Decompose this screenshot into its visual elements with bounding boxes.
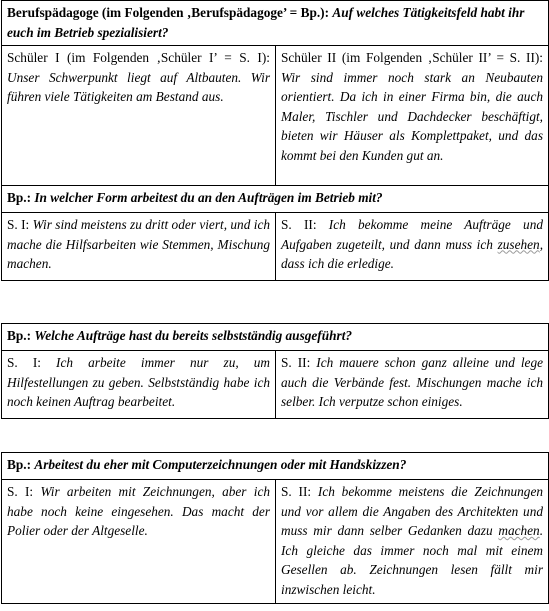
answer-text-part: . Ich gleiche das immer noch mal mit einem Gesellen ab. Zeichnungen lesen fällt mir inzwischen leicht. <box>281 523 544 597</box>
question-cell <box>2 324 549 351</box>
answer-prefix: S. II: <box>281 484 312 499</box>
question-cell <box>2 1 549 46</box>
answer-text: Ich arbeite immer nur zu, um Hilfestellungen zu geben. Selbstständig habe ich noch keinen Auftrag bearbeitet. <box>7 355 271 409</box>
spellcheck-word: zusehen <box>497 236 540 252</box>
interview-block-3 <box>1 323 549 419</box>
answer-text: Ich mauere schon ganz alleine und lege auch die Verbände fest. Mischungen mache ich selber. Ich verputze schon einiges. <box>281 355 544 409</box>
interview-block-1 <box>1 0 549 281</box>
answer-cell-s1 <box>2 46 276 186</box>
spellcheck-word: machen <box>498 523 540 538</box>
answer-text-part: Ich bekomme meine Aufträge und Aufgaben zugeteilt, und dann muss ich <box>281 217 543 252</box>
answer-text-part: Ich bekomme meistens die Zeichnungen und vor allem die Angaben des Architekten und muss mir dann selber Gedanken dazu <box>281 484 544 538</box>
answer-prefix: S. I: <box>7 484 34 499</box>
question-prefix: Bp.: <box>7 190 32 205</box>
question-prefix: Bp.: <box>7 457 32 472</box>
answer-text-part: , dass ich die erledige. <box>281 236 544 271</box>
question-text: In welcher Form arbeitest du an den Aufträgen im Betrieb mit? <box>34 190 383 205</box>
answer-prefix: S. I: <box>7 355 41 370</box>
answer-text <box>281 484 543 597</box>
question-text: Auf welches Tätigkeitsfeld habt ihr euch im Betrieb spezialisiert? <box>7 5 525 40</box>
question-cell <box>2 186 549 213</box>
answer-text: Wir sind meistens zu dritt oder viert, und ich mache die Hilfsarbeiten wie Stemmen, Mischung machen. <box>7 217 271 271</box>
answer-cell-s1 <box>2 213 276 281</box>
question-prefix: Berufspädagoge (im Folgenden ‚Berufspädagoge’ = Bp.): <box>7 5 330 20</box>
answer-cell-s1 <box>2 351 276 419</box>
answer-cell-s2 <box>276 480 549 604</box>
answer-cell-s2 <box>276 213 549 281</box>
answer-cell-s1 <box>2 480 276 604</box>
answer-prefix: Schüler II (im Folgenden ‚Schüler II’ = S. II): <box>281 50 544 65</box>
answer-text: Unser Schwerpunkt liegt auf Altbauten. Wir führen viele Tätigkeiten am Bestand aus. <box>7 69 270 104</box>
answer-text <box>281 217 543 271</box>
answer-cell-s2 <box>276 351 549 419</box>
answer-text: Wir sind immer noch stark an Neubauten orientiert. Da ich in einer Firma bin, die auch Maler, Tischler und Dachdecker beschäftigt, bieten wir Häuser als Komplettpaket, und das kommt bei den Kunden gut an. <box>281 69 544 163</box>
answer-prefix: S. II: <box>281 217 317 232</box>
interview-block-4 <box>1 452 549 604</box>
question-cell <box>2 453 549 480</box>
question-text: Welche Aufträge hast du bereits selbstständig ausgeführt? <box>34 328 353 343</box>
question-text: Arbeitest du eher mit Computerzeichnungen oder mit Handskizzen? <box>34 457 407 472</box>
answer-cell-s2 <box>276 46 549 186</box>
answer-prefix: S. II: <box>281 355 311 370</box>
answer-prefix: S. I: <box>7 217 30 232</box>
question-prefix: Bp.: <box>7 328 32 343</box>
answer-prefix: Schüler I (im Folgenden ‚Schüler I’ = S. I): <box>7 50 270 65</box>
answer-text: Wir arbeiten mit Zeichnungen, aber ich habe noch keine eingesehen. Das macht der Polier oder der Altgeselle. <box>7 484 271 538</box>
